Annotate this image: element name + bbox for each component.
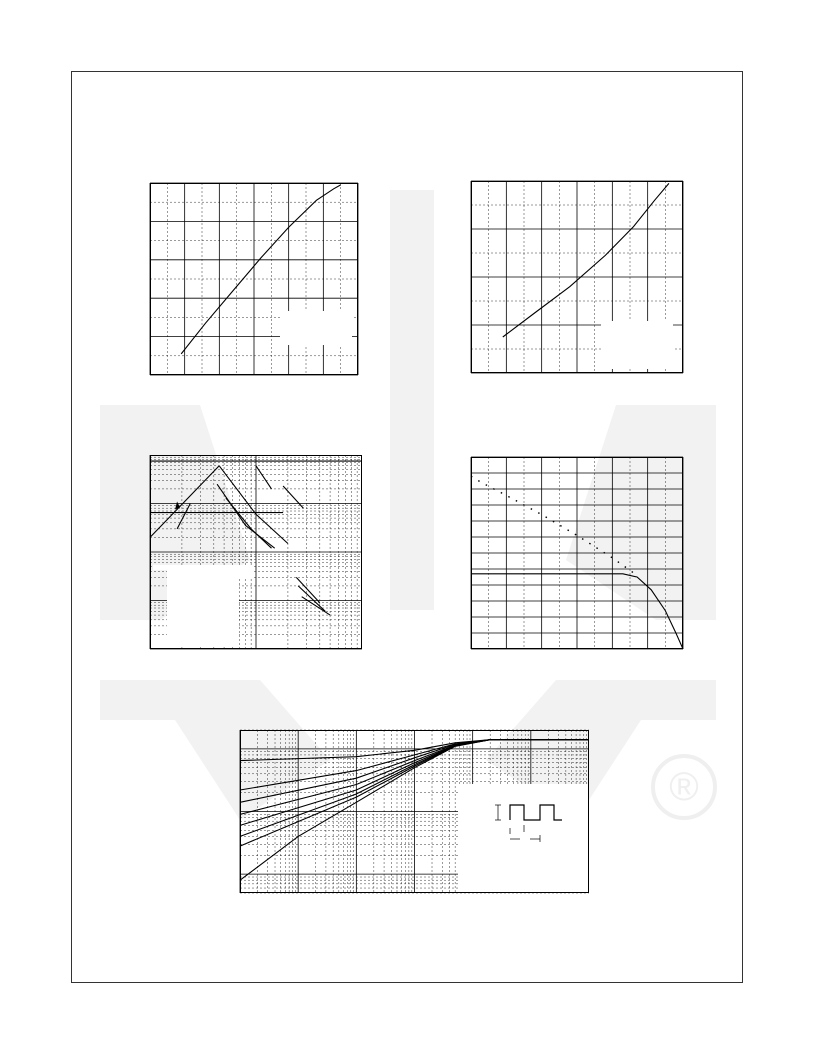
legend-box-mask — [280, 311, 352, 345]
chart-2 — [471, 181, 683, 373]
legend-box-mask — [601, 321, 673, 369]
chart-3 — [150, 455, 362, 649]
legend-box-mask — [153, 565, 254, 570]
chart-1 — [150, 183, 358, 375]
chart-4 — [471, 457, 683, 649]
chart-5 — [240, 730, 589, 893]
registered-mark: ® — [669, 765, 699, 809]
legend-box-mask — [458, 784, 589, 893]
legend-box-mask — [167, 578, 239, 646]
legend-box-mask — [167, 570, 254, 578]
